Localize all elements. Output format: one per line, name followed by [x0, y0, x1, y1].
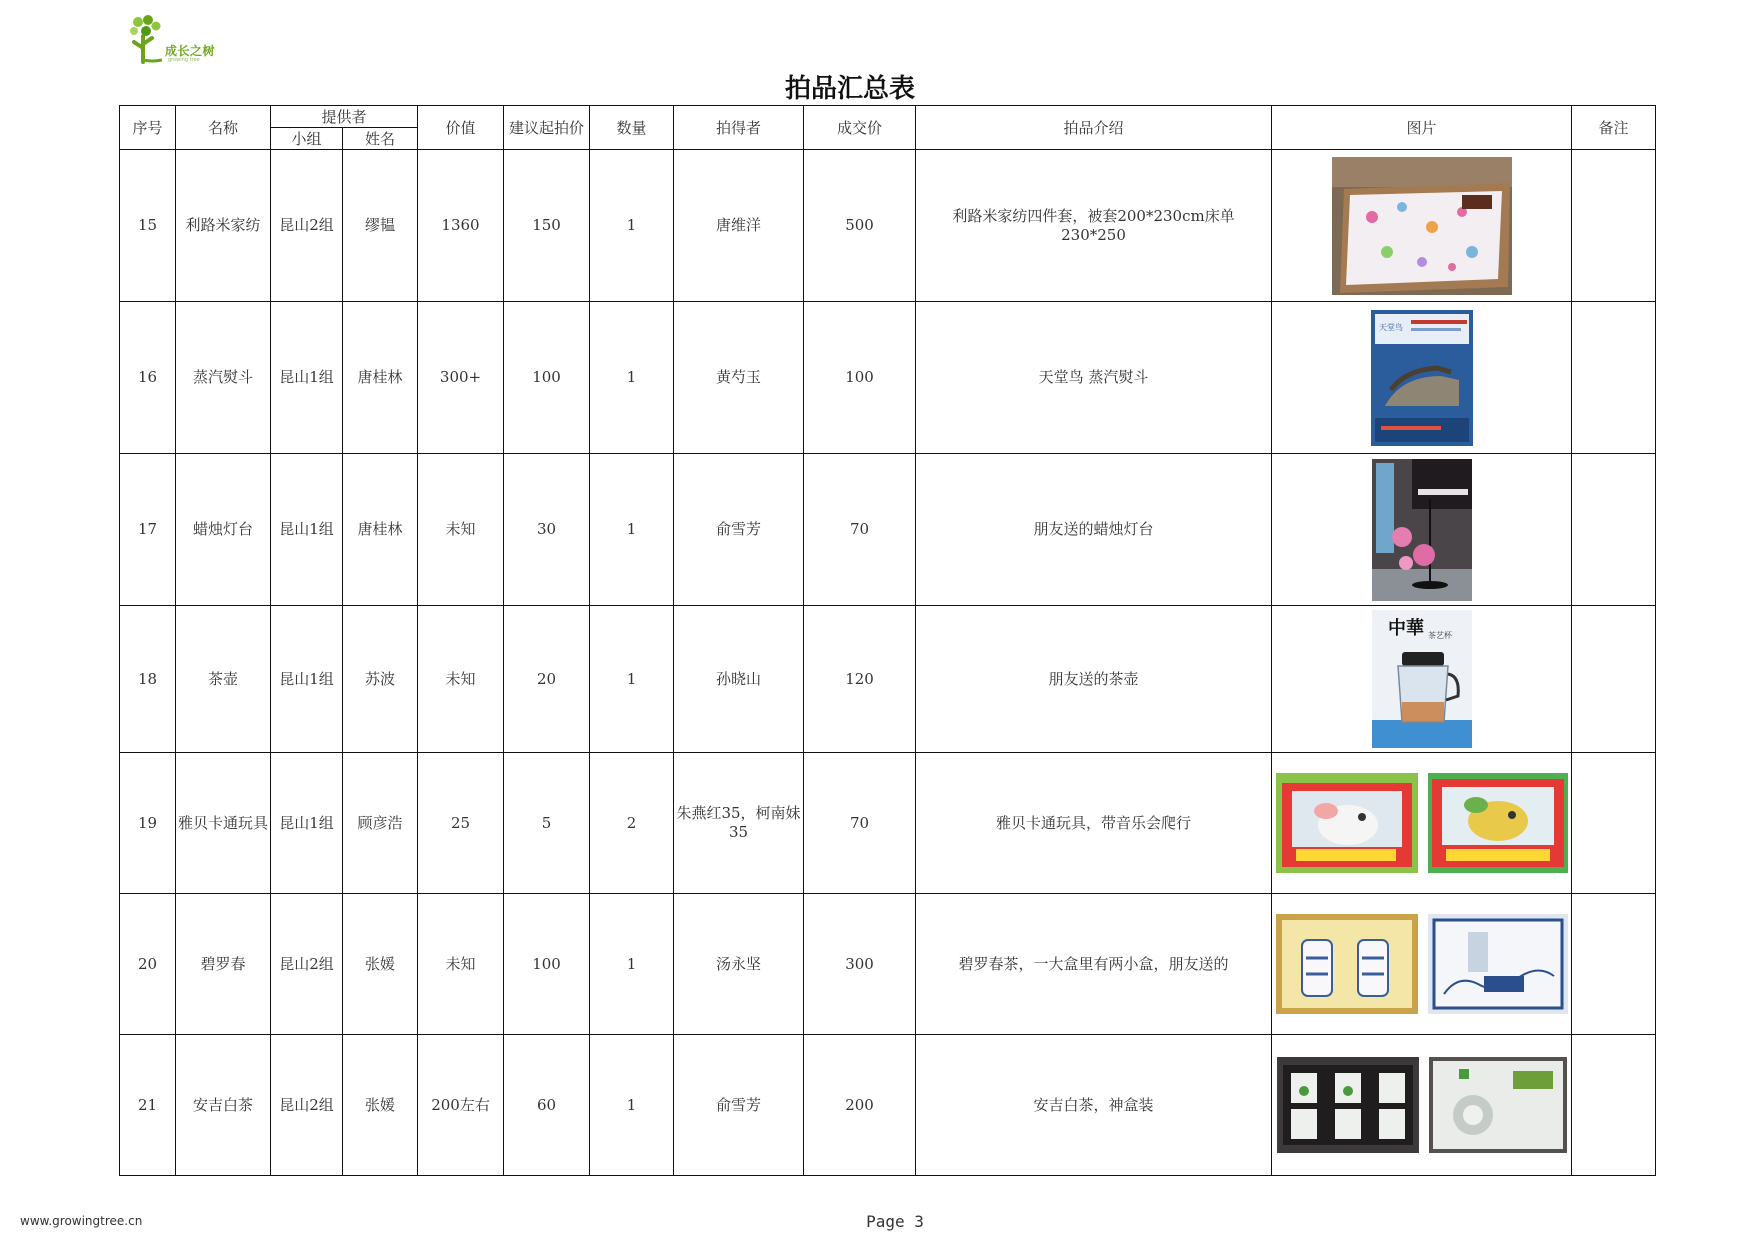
cell-deal-price: 300 [804, 894, 916, 1035]
cell-seq: 20 [120, 894, 176, 1035]
cell-person: 唐桂林 [343, 454, 418, 606]
cell-group: 昆山1组 [271, 606, 343, 753]
cell-group: 昆山2组 [271, 1035, 343, 1176]
cell-winner: 朱燕红35，柯南妹35 [674, 753, 804, 894]
cell-start-price: 20 [504, 606, 590, 753]
cell-person: 张媛 [343, 1035, 418, 1176]
cell-start-price: 30 [504, 454, 590, 606]
header-remark: 备注 [1572, 106, 1656, 150]
header-deal-price: 成交价 [804, 106, 916, 150]
cell-winner: 孙晓山 [674, 606, 804, 753]
cell-remark [1572, 1035, 1656, 1176]
header-image: 图片 [1272, 106, 1572, 150]
header-start-price: 建议起拍价 [504, 106, 590, 150]
tea-gift-box-photo [1428, 914, 1568, 1014]
cell-image [1272, 606, 1572, 753]
teapot-box-brand-text: 中華 [1387, 618, 1424, 639]
footer-url: www.growingtree.cn [20, 1214, 143, 1228]
cell-name: 蒸汽熨斗 [176, 302, 271, 454]
cell-remark [1572, 454, 1656, 606]
cell-qty: 1 [590, 302, 674, 454]
cell-start-price: 100 [504, 894, 590, 1035]
cell-value: 未知 [418, 454, 504, 606]
header-person: 姓名 [343, 128, 418, 150]
cell-group: 昆山2组 [271, 894, 343, 1035]
cell-deal-price: 70 [804, 454, 916, 606]
cell-value: 1360 [418, 150, 504, 302]
cell-deal-price: 500 [804, 150, 916, 302]
cell-intro: 安吉白茶，神盒装 [916, 1035, 1272, 1176]
cell-seq: 17 [120, 454, 176, 606]
cell-value: 未知 [418, 606, 504, 753]
header-value: 价值 [418, 106, 504, 150]
cell-person: 顾彦浩 [343, 753, 418, 894]
cell-intro: 利路米家纺四件套，被套200*230cm床单230*250 [916, 150, 1272, 302]
cell-remark [1572, 302, 1656, 454]
cell-winner: 俞雪芳 [674, 454, 804, 606]
table-row [120, 454, 1656, 606]
cell-name: 蜡烛灯台 [176, 454, 271, 606]
cell-person: 苏波 [343, 606, 418, 753]
table-row [120, 753, 1656, 894]
toy-photo-1 [1276, 773, 1418, 873]
teapot-box-sub-text: 茶艺杯 [1427, 631, 1452, 640]
teapot-box-photo [1372, 610, 1472, 748]
header-group: 小组 [271, 128, 343, 150]
cell-winner: 唐维洋 [674, 150, 804, 302]
cell-group: 昆山2组 [271, 150, 343, 302]
white-tea-gift-box-photo [1429, 1057, 1567, 1153]
candle-holder-photo [1372, 459, 1472, 601]
cell-deal-price: 70 [804, 753, 916, 894]
cell-remark [1572, 606, 1656, 753]
cell-image [1272, 894, 1572, 1035]
cell-seq: 21 [120, 1035, 176, 1176]
tea-tins-photo [1276, 914, 1418, 1014]
header-name: 名称 [176, 106, 271, 150]
cell-intro: 天堂鸟 蒸汽熨斗 [916, 302, 1272, 454]
cell-group: 昆山1组 [271, 302, 343, 454]
cell-name: 安吉白茶 [176, 1035, 271, 1176]
header-intro: 拍品介绍 [916, 106, 1272, 150]
cell-seq: 15 [120, 150, 176, 302]
bedding-set-photo [1332, 157, 1512, 295]
cell-qty: 1 [590, 606, 674, 753]
cell-deal-price: 120 [804, 606, 916, 753]
cell-image [1272, 150, 1572, 302]
cell-qty: 1 [590, 454, 674, 606]
table-row [120, 894, 1656, 1035]
cell-winner: 汤永坚 [674, 894, 804, 1035]
cell-name: 利路米家纺 [176, 150, 271, 302]
cell-intro: 碧罗春茶，一大盒里有两小盒，朋友送的 [916, 894, 1272, 1035]
cell-seq: 16 [120, 302, 176, 454]
cell-person: 张媛 [343, 894, 418, 1035]
table-row [120, 302, 1656, 454]
table-row [120, 1035, 1656, 1176]
cell-start-price: 100 [504, 302, 590, 454]
cell-intro: 朋友送的茶壶 [916, 606, 1272, 753]
table-row [120, 150, 1656, 302]
cell-start-price: 150 [504, 150, 590, 302]
header-qty: 数量 [590, 106, 674, 150]
cell-qty: 1 [590, 894, 674, 1035]
cell-value: 25 [418, 753, 504, 894]
page-title: 拍品汇总表 [784, 74, 915, 104]
logo-text: 成长之树 [165, 44, 216, 58]
cell-qty: 2 [590, 753, 674, 894]
cell-seq: 18 [120, 606, 176, 753]
toy-photo-2 [1428, 773, 1568, 873]
cell-start-price: 5 [504, 753, 590, 894]
cell-value: 300+ [418, 302, 504, 454]
cell-image [1272, 753, 1572, 894]
logo-subtext: growing tree [168, 57, 200, 63]
cell-winner: 俞雪芳 [674, 1035, 804, 1176]
cell-group: 昆山1组 [271, 454, 343, 606]
cell-image [1272, 454, 1572, 606]
cell-value: 未知 [418, 894, 504, 1035]
header-provider: 提供者 [271, 106, 418, 128]
cell-person: 缪韫 [343, 150, 418, 302]
cell-start-price: 60 [504, 1035, 590, 1176]
cell-qty: 1 [590, 1035, 674, 1176]
cell-intro: 雅贝卡通玩具，带音乐会爬行 [916, 753, 1272, 894]
steam-iron-box-photo [1371, 310, 1473, 446]
cell-group: 昆山1组 [271, 753, 343, 894]
cell-name: 碧罗春 [176, 894, 271, 1035]
cell-name: 茶壶 [176, 606, 271, 753]
auction-summary-table [119, 105, 1656, 1176]
cell-deal-price: 100 [804, 302, 916, 454]
page-number: Page 3 [866, 1212, 924, 1231]
cell-person: 唐桂林 [343, 302, 418, 454]
cell-deal-price: 200 [804, 1035, 916, 1176]
cell-remark [1572, 894, 1656, 1035]
cell-remark [1572, 150, 1656, 302]
cell-image [1272, 1035, 1572, 1176]
header-seq: 序号 [120, 106, 176, 150]
cell-winner: 黄芍玉 [674, 302, 804, 454]
cell-qty: 1 [590, 150, 674, 302]
cell-seq: 19 [120, 753, 176, 894]
cell-intro: 朋友送的蜡烛灯台 [916, 454, 1272, 606]
cell-name: 雅贝卡通玩具 [176, 753, 271, 894]
cell-image [1272, 302, 1572, 454]
iron-box-brand-text: 天堂鸟 [1378, 322, 1403, 332]
cell-remark [1572, 753, 1656, 894]
table-row [120, 606, 1656, 753]
cell-value: 200左右 [418, 1035, 504, 1176]
header-winner: 拍得者 [674, 106, 804, 150]
white-tea-open-box-photo [1277, 1057, 1419, 1153]
